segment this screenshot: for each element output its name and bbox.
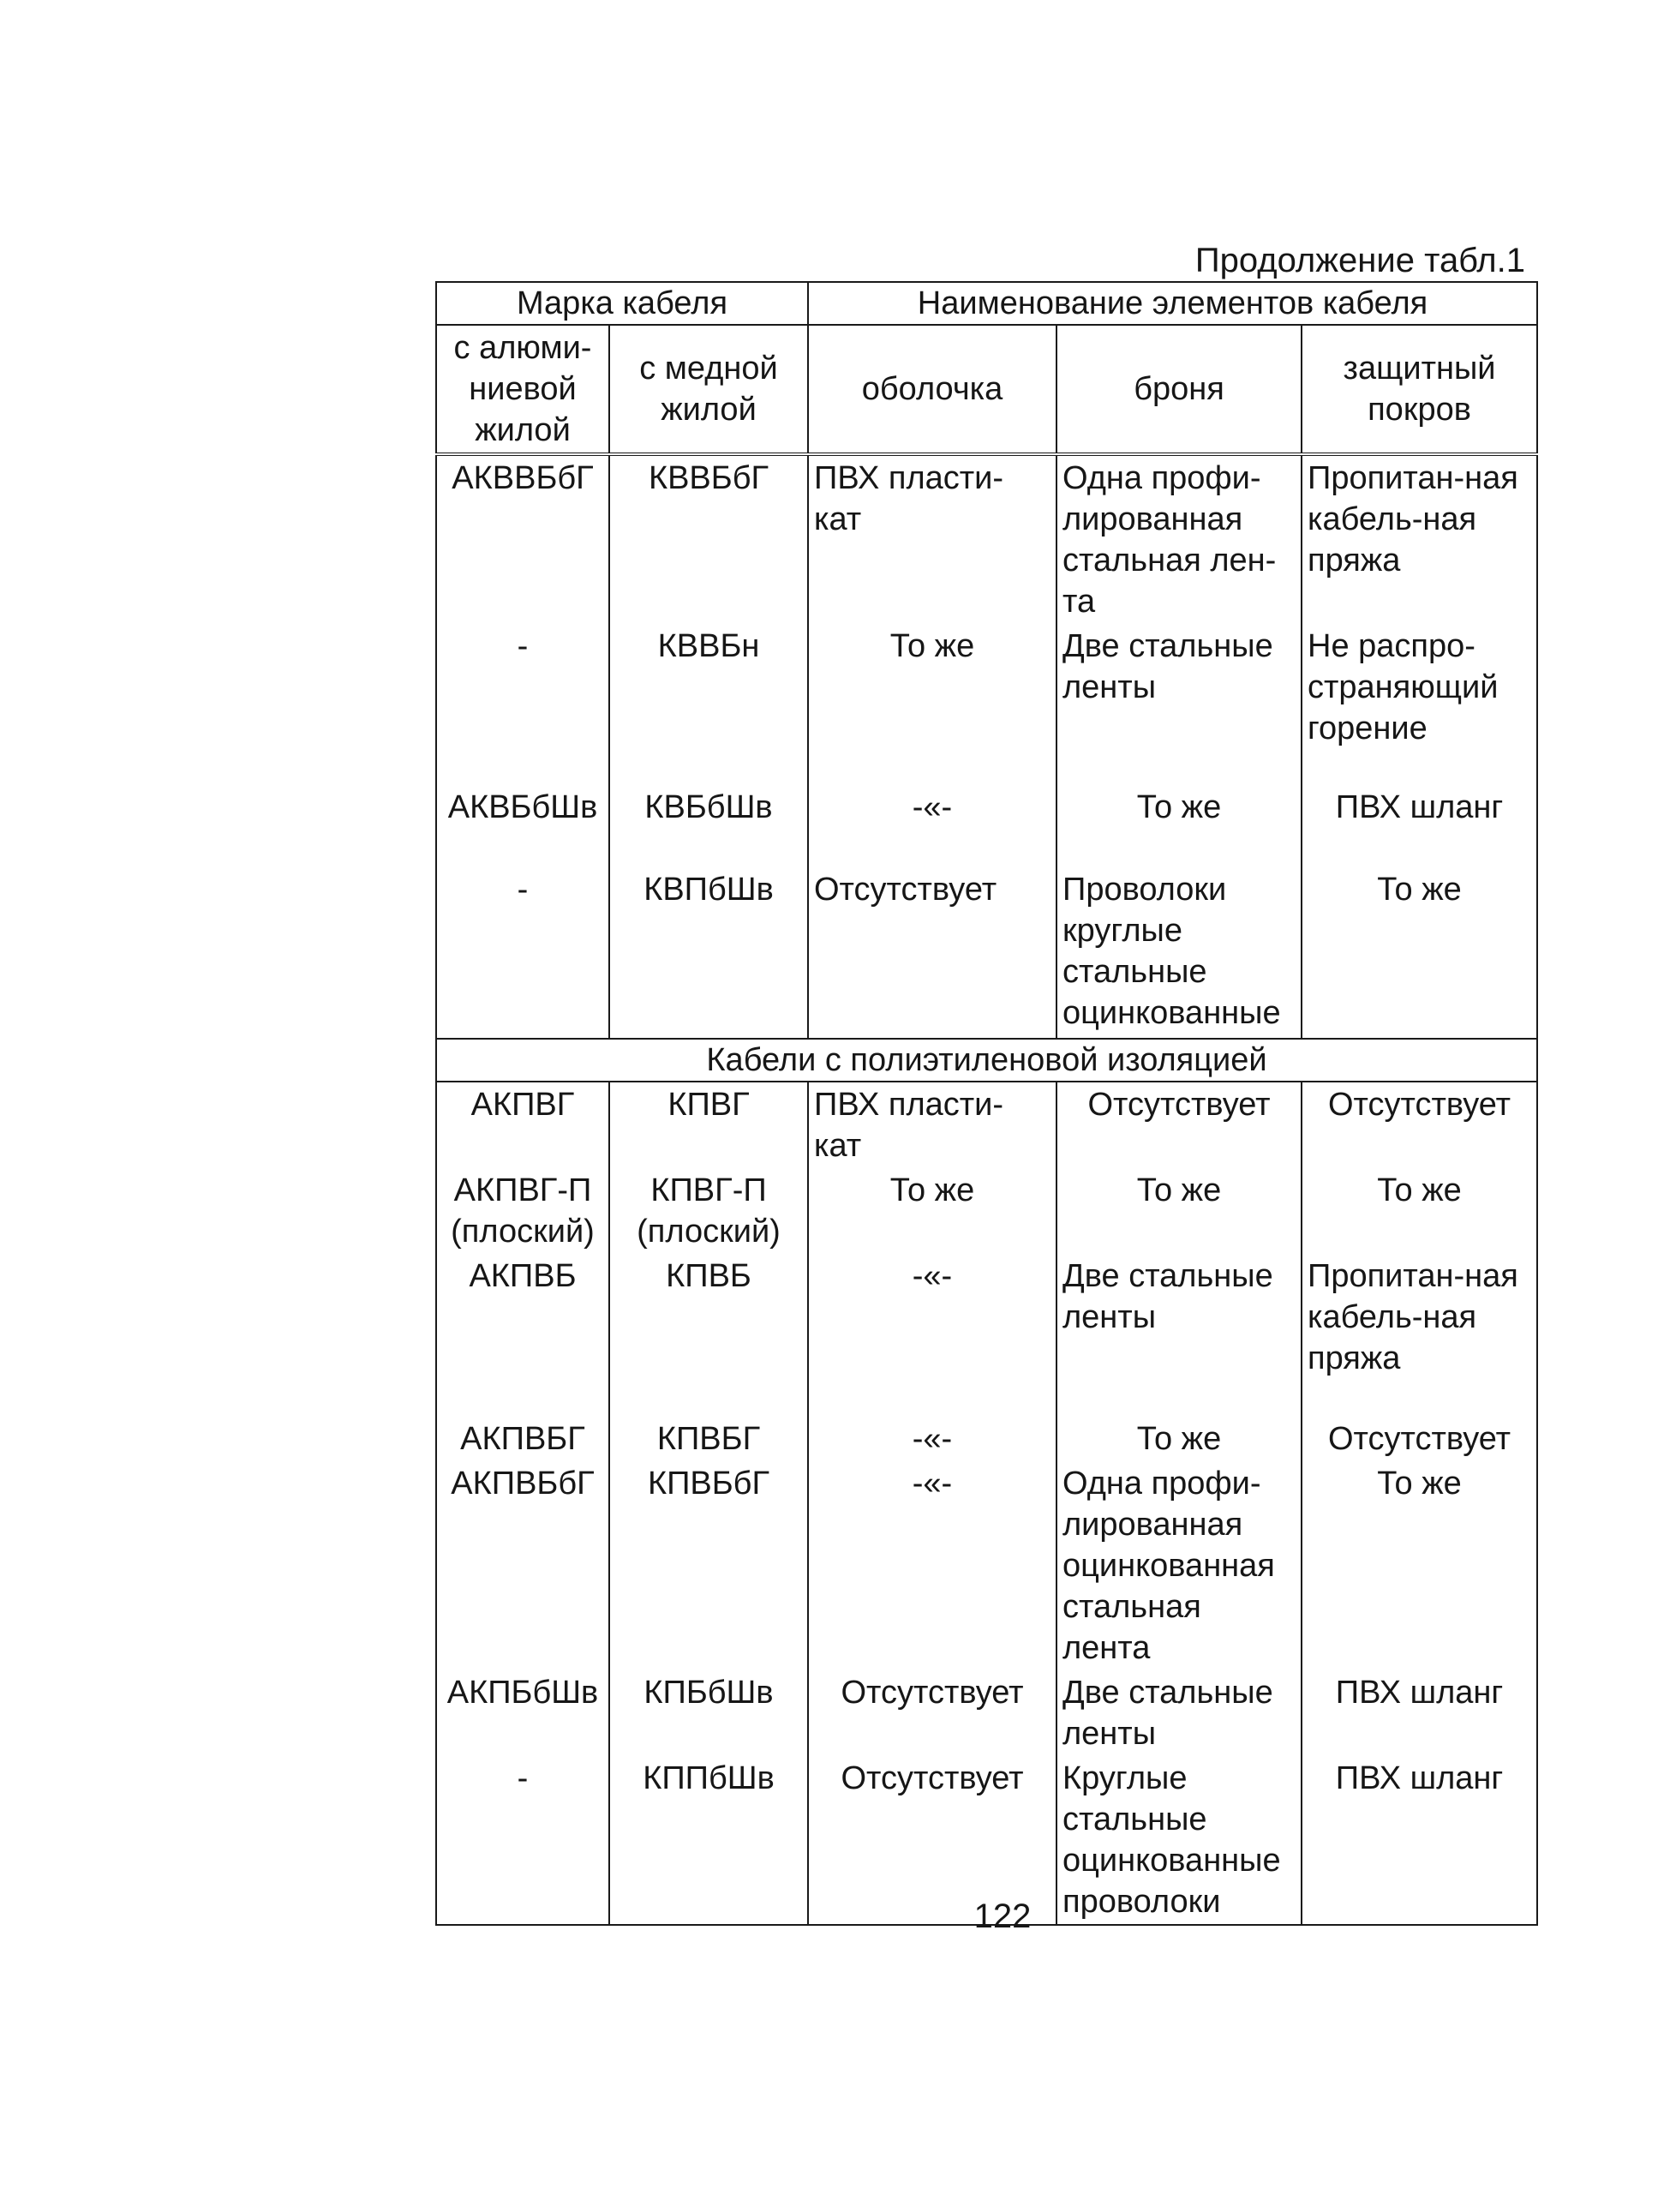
table-cell: То же — [1302, 867, 1537, 1039]
table-row — [436, 1670, 1537, 1756]
table-cell: ПВХ пласти-кат — [808, 454, 1056, 624]
table-cell: Отсутствует — [808, 1756, 1056, 1925]
table-cell: КВБбШв — [609, 785, 808, 867]
table-cell: АКПВБГ — [436, 1417, 609, 1461]
table-cell: ПВХ шланг — [1302, 785, 1537, 867]
table-row — [436, 1417, 1537, 1461]
table-cell: Проволоки круглые стальные оцинкованные — [1056, 867, 1302, 1039]
table-row — [436, 867, 1537, 1039]
table-cell: КВПбШв — [609, 867, 808, 1039]
table-row — [436, 785, 1537, 867]
cable-table — [435, 281, 1538, 1926]
table-cell: КПВБГ — [609, 1417, 808, 1461]
table-cell: Одна профи-лированная оцинкованная стальная лента — [1056, 1461, 1302, 1670]
table-cell: ПВХ шланг — [1302, 1670, 1537, 1756]
table-cell: Две стальные ленты — [1056, 1254, 1302, 1417]
table-cell: То же — [808, 624, 1056, 785]
table-cell: КВВБбГ — [609, 454, 808, 624]
table-cell: Пропитан-ная кабель-ная пряжа — [1302, 1254, 1537, 1417]
table-row — [436, 1168, 1537, 1254]
header-sheath: оболочка — [808, 325, 1056, 454]
table-cell: Отсутствует — [1302, 1417, 1537, 1461]
table-cell: АКПБбШв — [436, 1670, 609, 1756]
table-cell: -«- — [808, 1461, 1056, 1670]
section-polyethylene-title: Кабели с полиэтиленовой изоляцией — [436, 1039, 1537, 1082]
table-cell: -«- — [808, 785, 1056, 867]
table-cell: КПБбШв — [609, 1670, 808, 1756]
table-cell: То же — [1056, 1168, 1302, 1254]
header-aluminum-core: с алюми-ниевой жилой — [436, 325, 609, 454]
table-cell: -«- — [808, 1254, 1056, 1417]
table-row — [436, 454, 1537, 624]
table-cell: АКПВГ-П (плоский) — [436, 1168, 609, 1254]
table-cell: Отсутствует — [1302, 1082, 1537, 1168]
table-cell: АКПВГ — [436, 1082, 609, 1168]
table-cell: - — [436, 1756, 609, 1925]
table-cell: АКПВБ — [436, 1254, 609, 1417]
table-cell: Отсутствует — [808, 867, 1056, 1039]
header-cable-brand: Марка кабеля — [436, 282, 808, 325]
section-row — [436, 1039, 1537, 1082]
header-columns-row — [436, 325, 1537, 454]
table-cell: То же — [1302, 1461, 1537, 1670]
table-cell: Отсутствует — [1056, 1082, 1302, 1168]
header-armor: броня — [1056, 325, 1302, 454]
table-cell: - — [436, 867, 609, 1039]
table-cell: АКВБбШв — [436, 785, 609, 867]
table-cell: Две стальные ленты — [1056, 1670, 1302, 1756]
table-cell: Пропитан-ная кабель-ная пряжа — [1302, 454, 1537, 624]
header-group-row — [436, 282, 1537, 325]
header-protective-cover: защитный покров — [1302, 325, 1537, 454]
table-cell: Круглые стальные оцинкованные проволоки — [1056, 1756, 1302, 1925]
table-cell: ПВХ шланг — [1302, 1756, 1537, 1925]
table-cell: КПВБ — [609, 1254, 808, 1417]
table-cell: КППбШв — [609, 1756, 808, 1925]
table-cell: ПВХ пласти-кат — [808, 1082, 1056, 1168]
table-row — [436, 1082, 1537, 1168]
table-cell: То же — [1056, 1417, 1302, 1461]
table-cell: - — [436, 624, 609, 785]
header-copper-core: с медной жилой — [609, 325, 808, 454]
table-caption: Продолжение табл.1 — [1194, 242, 1525, 279]
table-cell: Одна профи-лированная стальная лен-та — [1056, 454, 1302, 624]
header-cable-elements: Наименование элементов кабеля — [808, 282, 1537, 325]
table-cell: Отсутствует — [808, 1670, 1056, 1756]
table-cell: КПВБбГ — [609, 1461, 808, 1670]
table-cell: КПВГ-П (плоский) — [609, 1168, 808, 1254]
page-number: 122 — [973, 1897, 1032, 1935]
table-cell: АКПВБбГ — [436, 1461, 609, 1670]
table-row — [436, 1461, 1537, 1670]
table-cell: То же — [808, 1168, 1056, 1254]
table-cell: Две стальные ленты — [1056, 624, 1302, 785]
table-cell: То же — [1056, 785, 1302, 867]
table-row — [436, 624, 1537, 785]
table-cell: То же — [1302, 1168, 1537, 1254]
table-row — [436, 1254, 1537, 1417]
table-cell: КПВГ — [609, 1082, 808, 1168]
table-cell: Не распро-страняющий горение — [1302, 624, 1537, 785]
table-cell: АКВВБбГ — [436, 454, 609, 624]
table-cell: -«- — [808, 1417, 1056, 1461]
table-cell: КВВБн — [609, 624, 808, 785]
